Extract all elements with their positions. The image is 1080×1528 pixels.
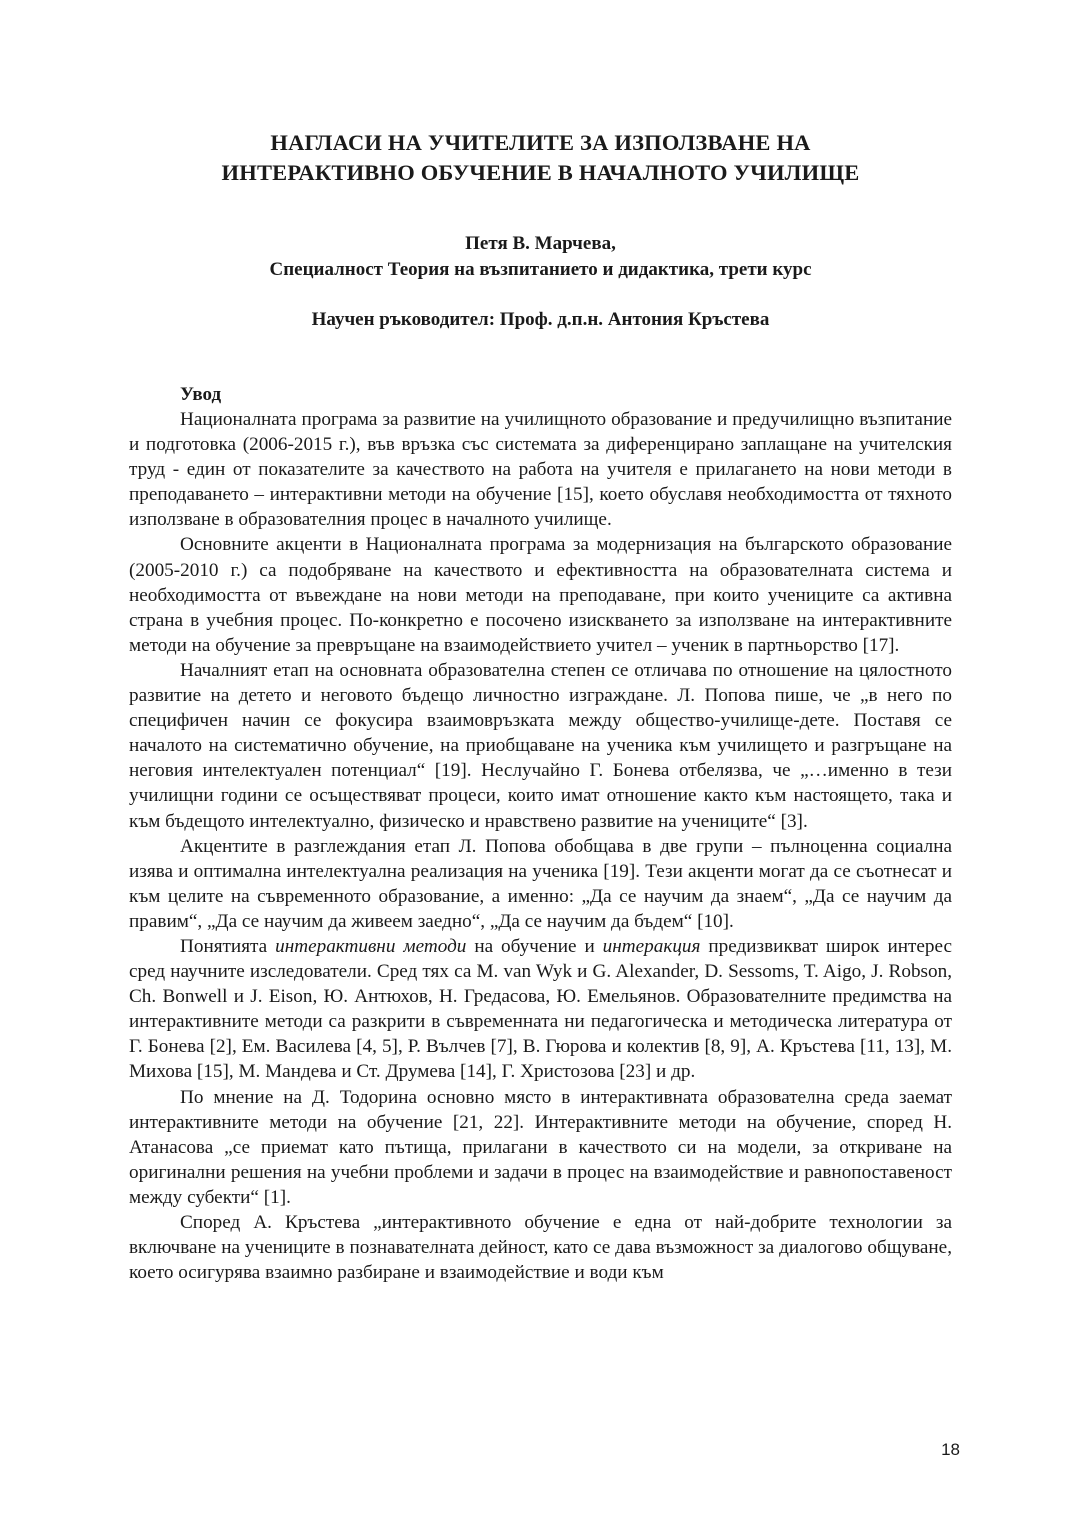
paragraph-5 [129,934,952,1085]
author-block [129,231,952,283]
paper-title [129,128,952,188]
paragraph-5-text-1: Понятията [180,935,276,957]
paragraph-3: Началният етап на основната образователна степен се отличава по отношение на цялостното развитие на детето и неговото бъдещо личностно изграждане. Л. Попова пише, че „в него по специфичен начин се фокусира взаимовръзката между общество-училище-дете. Поставя се началото на систематично обучение, на приобщаване на ученика към училището и разгръщане на неговия интелектуален потенциал“ [19]. Неслучайно Г. Бонева отбелязва, че „…именно в тези училищни години се осъществяват процеси, които имат отношение както към настоящето, така и към бъдещото интелектуално, физическо и нравствено развитие на учениците“ [3]. [129,659,952,832]
page-number: 18 [941,1440,960,1459]
paper-title-line-1: НАГЛАСИ НА УЧИТЕЛИТЕ ЗА ИЗПОЛЗВАНЕ НА [270,130,811,155]
section-heading-introduction: Увод [180,384,222,405]
paragraph-5-italic-term-1: интерактивни методи [275,935,467,957]
document-page [129,128,952,1285]
supervisor-line: Научен ръководител: Проф. д.п.н. Антония Кръстева [311,309,770,330]
paragraph-7: Според А. Кръстева „интерактивното обучение е една от най-добрите технологии за включване на учениците в познавателната дейност, като се дава възможност за диалогово общуване, което осигурява взаимно разбиране и взаимодействие и води към [129,1212,952,1284]
paragraph-5-text-2: на обучение и [466,935,603,957]
author-name: Петя В. Марчева, [465,233,616,254]
author-affiliation: Специалност Теория на възпитанието и дидактика, трети курс [269,259,812,280]
paragraph-4: Акцентите в разглеждания етап Л. Попова обобщава в две групи – пълноценна социална изява и оптимална интелектуална реализация на ученика [19]. Тези акценти могат да се съотнесат и към целите на съвременното образование, а именно: „Да се научим да знаем“, „Да се научим да правим“, „Да се научим да живеем заедно“, „Да се научим да бъдем“ [10]. [129,835,952,932]
paragraph-5-italic-term-2: интеракция [602,935,701,957]
paragraph-6: По мнение на Д. Тодорина основно място в интерактивната образователна среда заемат интерактивните методи на обучение [21, 22]. Интерактивните методи на обучение, според Н. Атанасова „се приемат като пътища, прилагани в качеството си на модели, за откриване на оригинални решения на учебни проблеми и задачи в процес на взаимодействие и равнопоставеност между субекти“ [1]. [129,1086,952,1208]
paragraph-1: Националната програма за развитие на училищното образование и предучилищно възпитание и подготовка (2006-2015 г.), във връзка със системата за диференцирано заплащане на учителския труд - един от показателите за качеството на работа на учителя е прилагането на нови методи в преподаването – интерактивни методи на обучение [15], което обуславя необходимостта от тяхното използване в образователния процес в началното училище. [129,409,952,531]
paper-title-line-2: ИНТЕРАКТИВНО ОБУЧЕНИЕ В НАЧАЛНОТО УЧИЛИЩЕ [221,160,860,185]
paragraph-2: Основните акценти в Националната програма за модернизация на българското образование (2005-2010 г.) са подобряване на качеството и ефективността на образователната система и необходимостта от въвеждане на нови методи на преподаване, при които учениците са активна страна в учебния процес. По-конкретно е посочено изискването за използване на интерактивните методи на обучение за превръщане на взаимодействието учител – ученик в партньорство [17]. [129,534,952,656]
paragraph-5-text-3: предизвикват широк интерес сред научните изследователи. Сред тях са M. van Wyk и G. Alexander, D. Sessoms, T. Aigo, J. Robson, Ch. Bonwell и J. Eison, Ю. Антюхов, Н. Гредасова, Ю. Емельянов. Образователните предимства на интерактивните методи са разкрити в съвременната ни педагогическа и методическа литература от Г. Бонева [2], Ем. Василева [4, 5], Р. Вълчев [7], В. Гюрова и колектив [8, 9], А. Кръстева [11, 13], М. Михова [15], М. Мандева и Ст. Друмева [14], Г. Христозова [23] и др. [129,935,952,1083]
